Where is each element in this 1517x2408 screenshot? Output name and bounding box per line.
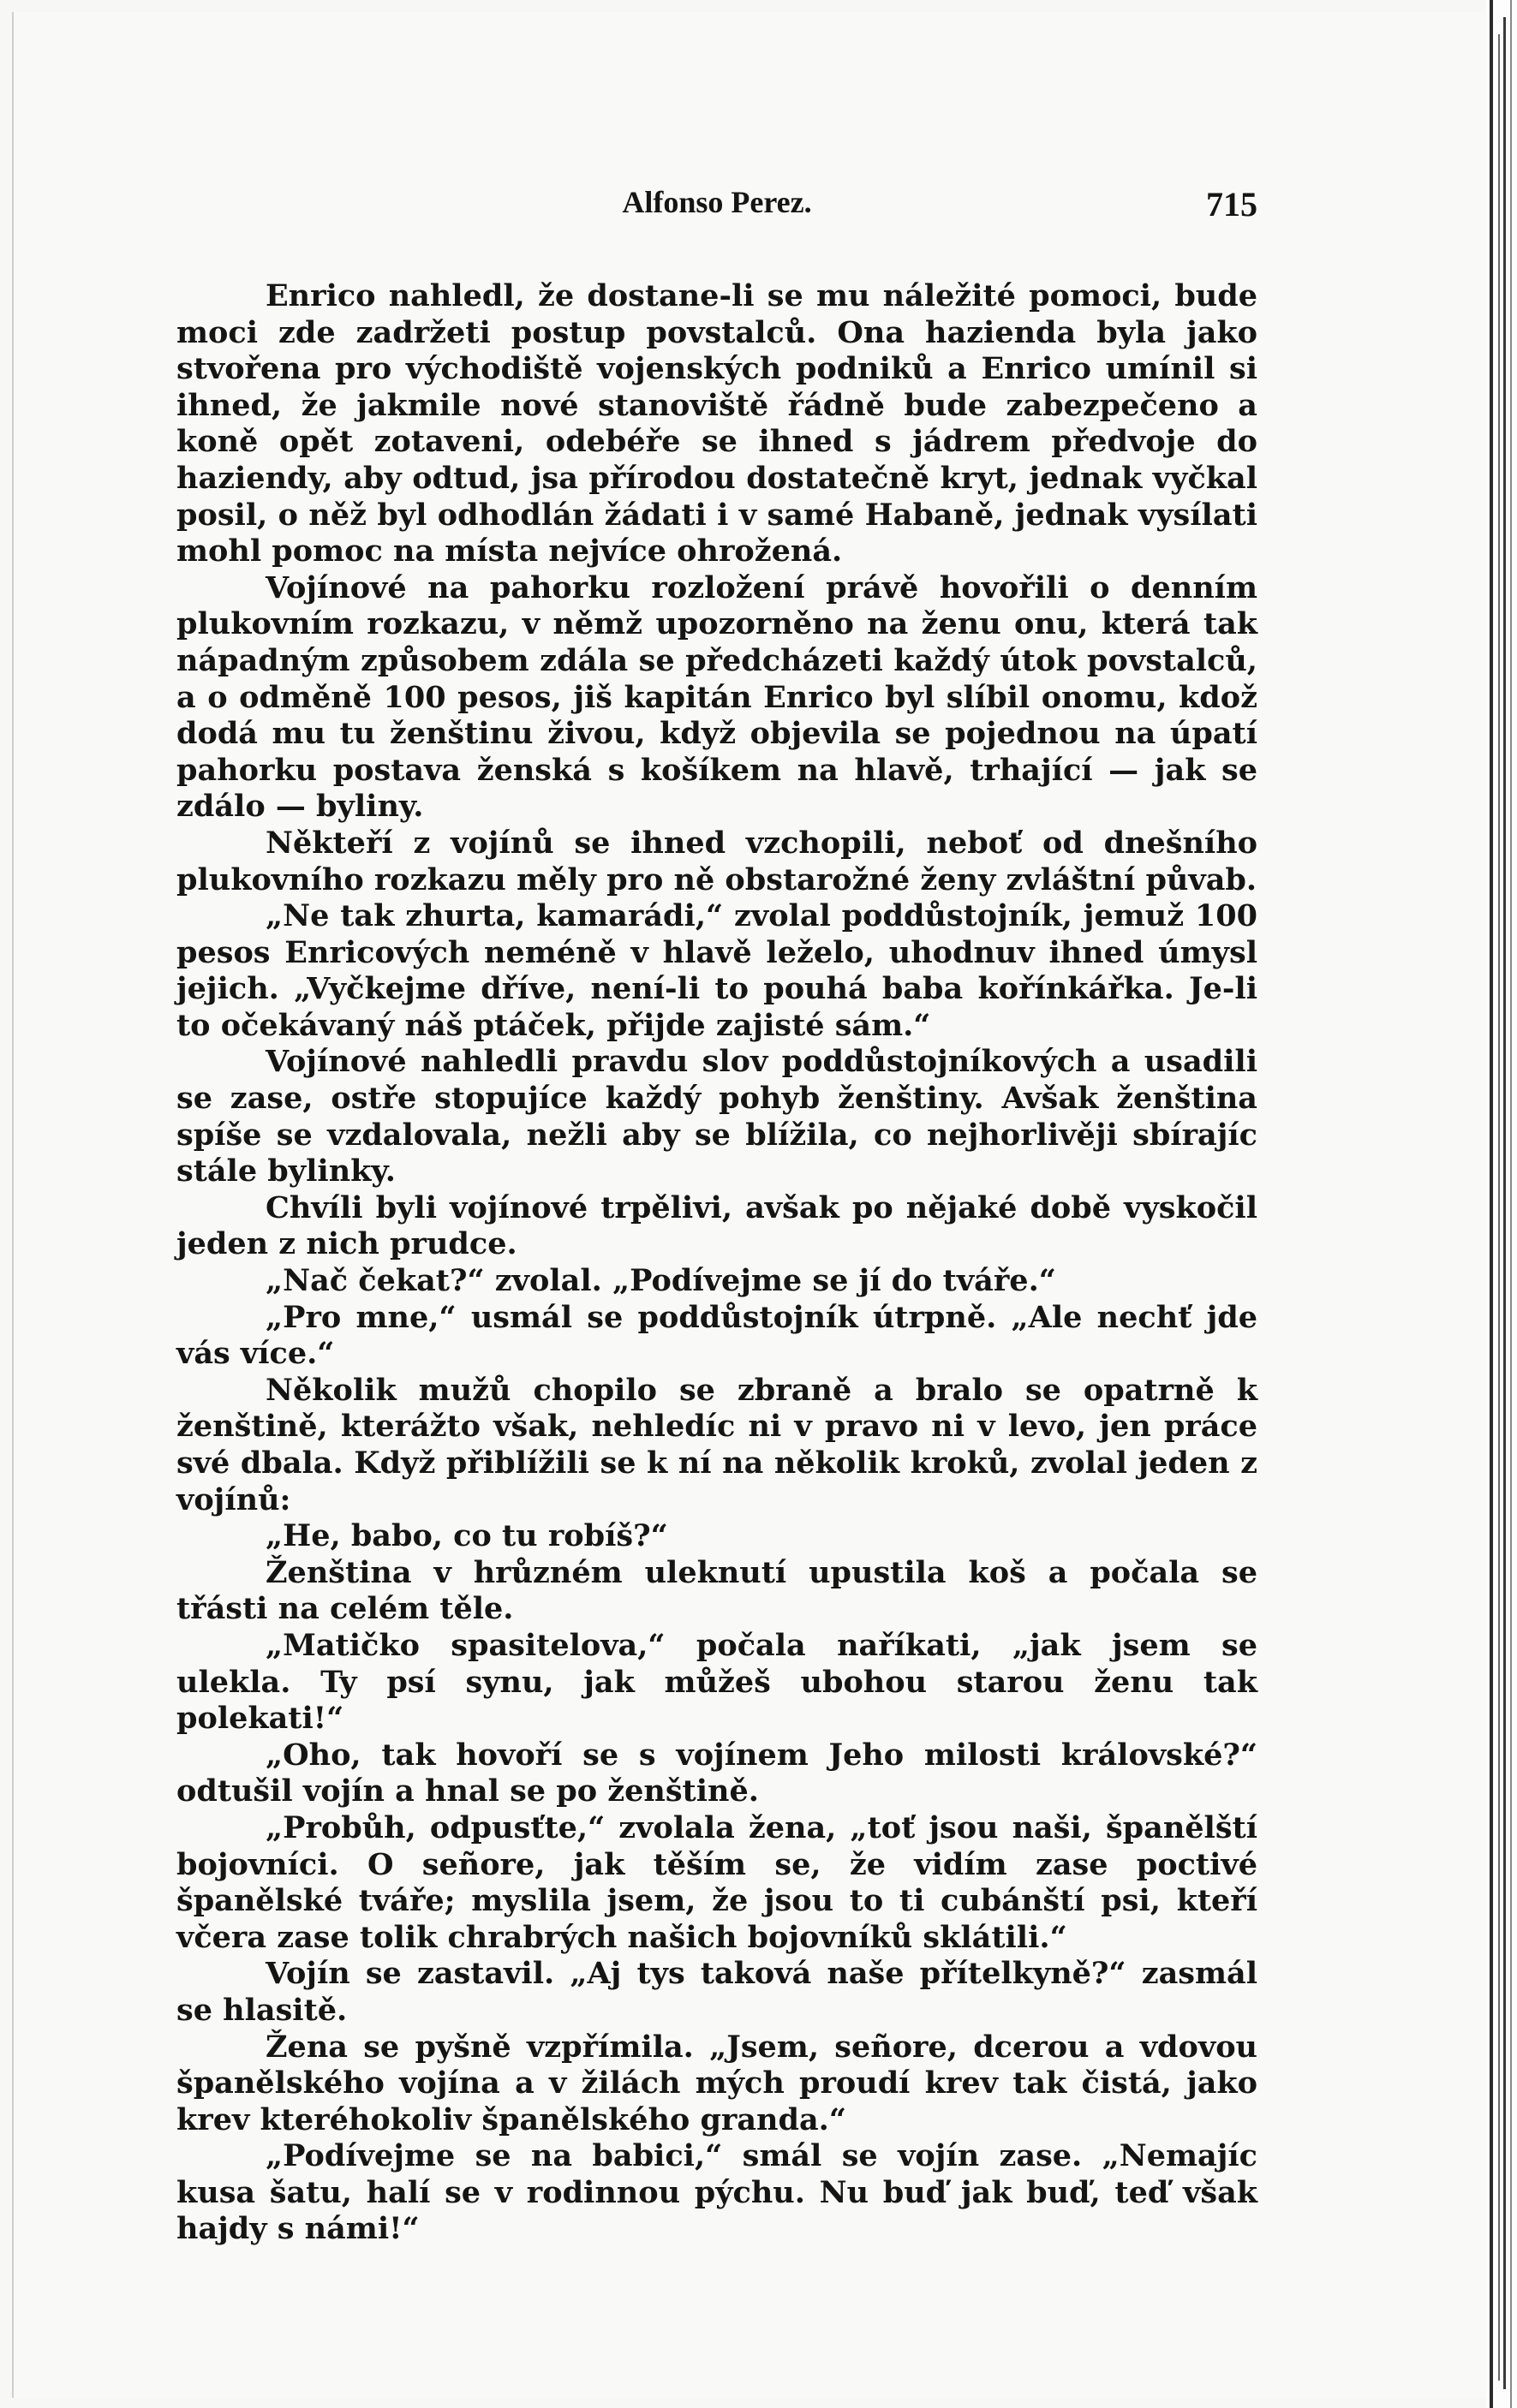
paragraph: „Probůh, odpusťte,“ zvolala žena, „toť jsou naši, španělští bojovníci. O señore, jak těším se, že vidím zase poctivé španělské tváře; myslila jsem, že jsou to ti cubánští psi, kteří včera zase tolik chrabrých našich bojovníků sklátili.“ xyxy=(176,1809,1257,1955)
book-spine-edge xyxy=(1486,0,1517,2408)
paragraph: Vojínové na pahorku rozložení právě hovořili o denním plukovním rozkazu, v němž upozorněno na ženu onu, která tak nápadným způsobem zdála se předcházeti každý útok povstalců, a o odměně 100 pesos, jiš kapitán Enrico byl slíbil onomu, kdož dodá mu tu ženštinu živou, když objevila se pojednou na úpatí pahorku postava ženská s košíkem na hlavě, trhající — jak se zdálo — byliny. xyxy=(176,569,1257,825)
paragraph: Chvíli byli vojínové trpělivi, avšak po nějaké době vyskočil jeden z nich prudce. xyxy=(176,1189,1257,1262)
book-page xyxy=(176,184,1257,2248)
paragraph: „Nač čekat?“ zvolal. „Podívejme se jí do tváře.“ xyxy=(266,1263,1056,1299)
paragraph: Někteří z vojínů se ihned vzchopili, neboť od dnešního plukovního rozkazu měly pro ně obstarožné ženy zvláštní půvab. xyxy=(176,825,1257,897)
page-header xyxy=(176,184,1257,235)
body-text xyxy=(176,278,1257,2248)
paragraph: Žena se pyšně vzpřímila. „Jsem, señore, dcerou a vdovou španělského vojína a v žilách mých proudí krev tak čistá, jako krev kteréhokoliv španělského granda.“ xyxy=(176,2029,1257,2137)
paragraph: Několik mužů chopilo se zbraně a bralo se opatrně k ženštině, kterážto však, nehledíc ni v pravo ni v levo, jen práce své dbala. Když přiblížili se k ní na několik kroků, zvolal jeden z vojínů: xyxy=(176,1372,1257,1517)
paragraph: „He, babo, co tu robíš?“ xyxy=(266,1518,668,1554)
paragraph: „Pro mne,“ usmál se poddůstojník útrpně. „Ale nechť jde vás více.“ xyxy=(176,1299,1257,1372)
paragraph: Vojínové nahledli pravdu slov poddůstojníkových a usadili se zase, ostře stopujíce každý pohyb ženštiny. Avšak ženština spíše se vzdalovala, nežli aby se blížila, co nejhorlivěji sbírajíc stále bylinky. xyxy=(176,1044,1257,1189)
paragraph: „Oho, tak hovoří se s vojínem Jeho milosti královské?“ odtušil vojín a hnal se po ženštině. xyxy=(176,1737,1257,1809)
paragraph: Ženština v hrůzném uleknutí upustila koš a počala se třásti na celém těle. xyxy=(176,1554,1257,1627)
paragraph: „Podívejme se na babici,“ smál se vojín zase. „Nemajíc kusa šatu, halí se v rodinnou pýchu. Nu buď jak buď, teď však hajdy s námi!“ xyxy=(176,2138,1257,2247)
paragraph: „Ne tak zhurta, kamarádi,“ zvolal poddůstojník, jemuž 100 pesos Enricových neméně v hlavě leželo, uhodnuv ihned úmysl jejich. „Vyčkejme dříve, není-li to pouhá baba kořínkářka. Je-li to očekávaný náš ptáček, přijde zajisté sám.“ xyxy=(176,898,1257,1043)
paragraph: Enrico nahledl, že dostane-li se mu náležité pomoci, bude moci zde zadržeti postup povstalců. Ona hazienda byla jako stvořena pro východiště vojenských podniků a Enrico umínil si ihned, že jakmile nové stanoviště řádně bude zabezpečeno a koně opět zotaveni, odebéře se ihned s jádrem předvoje do haziendy, aby odtud, jsa přírodou dostatečně kryt, jednak vyčkal posil, o něž byl odhodlán žádati i v samé Habaně, jednak vysílati mohl pomoc na místa nejvíce ohrožená. xyxy=(176,278,1257,569)
paragraph: Vojín se zastavil. „Aj tys taková naše přítelkyně?“ zasmál se hlasitě. xyxy=(176,1956,1257,2028)
page-number: 715 xyxy=(1206,185,1257,224)
running-head: Alfonso Perez. xyxy=(622,185,812,219)
paragraph: „Matičko spasitelova,“ počala naříkati, „jak jsem se ulekla. Ty psí synu, jak můžeš ubohou starou ženu tak polekati!“ xyxy=(176,1627,1257,1737)
